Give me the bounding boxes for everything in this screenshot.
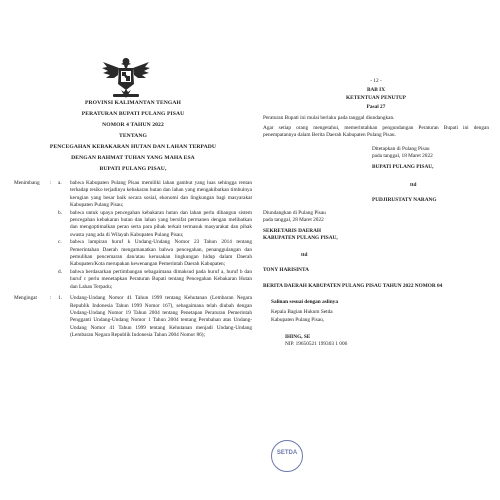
remembering-text: Undang-Undang Nomor 41 Tahun 1999 tentang Kehutanan (Lembaran Negara Republik Indonesia Tahun 1999 Nomor 167), sebagaimana telah diubah dengan Undang-Undang Nomor 19 Tahun 2004 tentang Penetapan Peraturan Pemerintah Pengganti Undang-Undang Nomor 1 Tahun 2004 tentang Perubahan atas Undang-Undang Nomor 41 Tahun 1999 tentang Kehutanan menjadi Undang-Undang (Lembaran Negara Republik Indonesia Tahun 2004 Nomor 86); bbox=[70, 295, 252, 339]
enactment-title: BUPATI PULANG PISAU, bbox=[372, 163, 434, 170]
about-heading: TENTANG bbox=[119, 133, 147, 139]
considering-mark: b. bbox=[58, 209, 62, 216]
promulgation-ttd: ttd bbox=[301, 251, 308, 258]
right-page bbox=[263, 78, 489, 349]
considering-item bbox=[14, 210, 252, 240]
chapter-heading: BAB IX bbox=[366, 87, 386, 94]
considering-text: bahwa untuk upaya pencegahan kebakaran hutan dan lahan perlu dibangun sistem pencegahan kebakaran hutan dan lahan yang bersifat permanen dengan melibatkan dan mengoptimalkan peran serta para pihak terkait termasuk masyarakat dan pihak swasta yang ada di Wilayah Kabupaten Pulang Pisau; bbox=[70, 209, 252, 238]
promulgation-date: pada tanggal, 28 Maret 2022 bbox=[263, 217, 324, 224]
secretary-title: SEKRETARIS DAERAH bbox=[263, 227, 322, 234]
considering-item bbox=[14, 180, 252, 210]
considering-label: Menimbang bbox=[14, 180, 40, 186]
left-page bbox=[14, 58, 252, 340]
considering-text: bahwa berdasarkan pertimbangan sebagaimana dimaksud pada huruf a, huruf b dan huruf c perlu menetapkan Peraturan Bupati tentang Pencegahan Kebakaran Hutan dan Lahan Terpadu; bbox=[70, 268, 252, 290]
article-heading: Pasal 27 bbox=[366, 104, 386, 111]
regent-heading: BUPATI PULANG PISAU, bbox=[99, 166, 167, 172]
enactment-ttd: ttd bbox=[410, 182, 417, 189]
remembering-mark: 1. bbox=[58, 295, 62, 302]
gazette-line: BERITA DAERAH KABUPATEN PULANG PISAU TAHUN 2022 NOMOR 04 bbox=[263, 283, 443, 290]
province-heading: PROVINSI KALIMANTAN TENGAH bbox=[85, 100, 181, 106]
copy-certification bbox=[271, 299, 489, 349]
considering-text: bahwa Kabupaten Pulang Pisau memiliki lahan gambut yang luas sehingga rentan terhadap resiko terjadinya kebakaran hutan dan lahan yang mengakibatkan timbulnya kerugian yang besar baik secara sosial, ekonomi dan lingkungan bagi masyarakat Kabupaten Pulang Pisau; bbox=[70, 180, 252, 209]
promulgation-place: Diundangkan di Pulang Pisau bbox=[263, 209, 326, 216]
secretary-name: TONY HARISINTA bbox=[263, 266, 309, 273]
regent-name: PUDJIRUSTATY NARANG bbox=[372, 197, 437, 204]
copy-name: IHING, SE bbox=[285, 333, 311, 340]
enactment-place: Ditetapkan di Pulang Pisau bbox=[372, 145, 430, 152]
considering-colon: : bbox=[50, 180, 52, 186]
regulation-number: NOMOR 4 TAHUN 2022 bbox=[102, 122, 164, 128]
official-stamp-icon bbox=[271, 440, 303, 472]
chapter-title: KETENTUAN PENUTUP bbox=[346, 94, 406, 101]
remembering-item bbox=[14, 295, 252, 339]
regulation-heading: PERATURAN BUPATI PULANG PISAU bbox=[81, 111, 185, 117]
subject-heading: PENCEGAHAN KEBAKARAN HUTAN DAN LAHAN TERPADU bbox=[49, 144, 217, 150]
considering-mark: d. bbox=[58, 268, 62, 275]
remembering-colon: : bbox=[50, 295, 52, 302]
remembering-label: Mengingat bbox=[14, 295, 37, 302]
secretary-title-2: KABUPATEN PULANG PISAU, bbox=[263, 235, 338, 242]
closing-paragraph-1: Peraturan Bupati ini mulai berlaku pada tanggal diundangkan. bbox=[263, 114, 395, 121]
copy-nip: NIP. 19650521 199303 1 006 bbox=[285, 341, 348, 348]
copy-region: Kabupaten Pulang Pisau, bbox=[271, 316, 325, 323]
considering-mark: a. bbox=[58, 180, 62, 186]
considering-item bbox=[14, 269, 252, 291]
considering-text: bahwa lampiran huruf k Undang-Undang Nomor 23 Tahun 2014 tentang Pemerintahan Daerah mengamanatkan bahwa pencegahan, penanggulangan dan pemulihan pencemaran dan/atau kerusakan lingkungan hidup dalam Daerah Kabupaten/Kota merupakan kewenangan Pemerintah Daerah Kabupaten; bbox=[70, 239, 252, 268]
enactment-date: pada tanggal, 18 Maret 2022 bbox=[372, 153, 433, 160]
grace-heading: DENGAN RAHMAT TUHAN YANG MAHA ESA bbox=[71, 155, 195, 161]
closing-paragraph-2: Agar setiap orang mengetahui, memerintahkan pengundangan Peraturan Bupati ini dengan penempatannya dalam Berita Daerah Kabupaten Pulang Pisau. bbox=[263, 125, 489, 139]
promulgation-block bbox=[263, 210, 489, 274]
copy-role: Kepala Bagian Hukum Setda bbox=[271, 309, 333, 316]
page-number: - 12 - bbox=[370, 78, 382, 84]
stamp-text: SETDA bbox=[276, 450, 298, 456]
considering-item bbox=[14, 239, 252, 269]
copy-note: Salinan sesuai dengan aslinya bbox=[271, 298, 338, 305]
enactment-block bbox=[372, 146, 489, 205]
considering-mark: c. bbox=[58, 239, 62, 246]
